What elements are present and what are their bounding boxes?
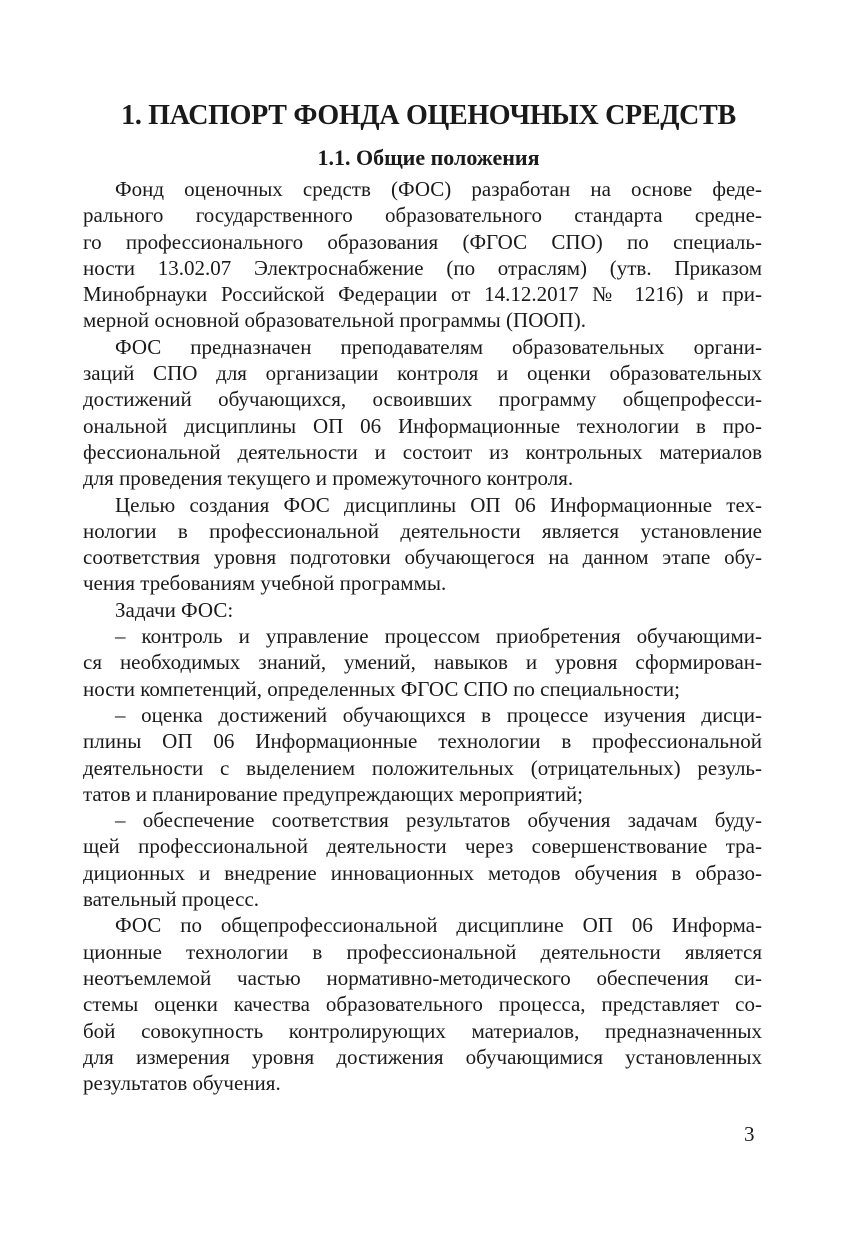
text-line: для проведения текущего и промежуточного контроля. <box>83 466 574 491</box>
text-line: Целью создания ФОС дисциплины ОП 06 Информационные тех- <box>115 492 762 517</box>
text-line: ционные технологии в профессиональной деятельности является <box>83 939 762 964</box>
text-line: заций СПО для организации контроля и оценки образовательных <box>83 361 762 386</box>
text-line: плины ОП 06 Информационные технологии в профессиональной <box>83 729 762 754</box>
text-line: соответствия уровня подготовки обучающегося на данном этапе обу- <box>83 545 762 570</box>
section-title: 1. ПАСПОРТ ФОНДА ОЦЕНОЧНЫХ СРЕДСТВ <box>121 100 736 131</box>
text-line: стемы оценки качества образовательного процесса, представляет со- <box>83 992 762 1017</box>
paragraph <box>83 492 762 597</box>
paragraph <box>83 334 762 492</box>
text-line: вательный процесс. <box>83 887 260 912</box>
paragraph <box>83 807 762 912</box>
text-line: – оценка достижений обучающихся в процессе изучения дисци- <box>115 702 762 727</box>
text-line: го профессионального образования (ФГОС СПО) по специаль- <box>83 229 762 254</box>
text-line: ФОС предназначен преподавателям образовательных органи- <box>115 334 762 359</box>
text-line: ности 13.02.07 Электроснабжение (по отраслям) (утв. Приказом <box>83 255 762 280</box>
text-line: результатов обучения. <box>83 1071 281 1096</box>
paragraph <box>83 597 762 623</box>
text-line: ональной дисциплины ОП 06 Информационные технологии в про- <box>83 413 762 438</box>
text-line: бой совокупность контролирующих материалов, предназначенных <box>83 1018 762 1043</box>
text-line: достижений обучающихся, освоивших программу общепрофесси- <box>83 387 762 412</box>
text-line: мерной основной образовательной программы (ПООП). <box>83 308 586 333</box>
text-line: фессиональной деятельности и состоит из контрольных материалов <box>83 439 762 464</box>
text-line: деятельности с выделением положительных (отрицательных) резуль- <box>83 755 762 780</box>
text-line: ФОС по общепрофессиональной дисциплине ОП 06 Информа- <box>115 913 762 938</box>
text-line: неотъемлемой частью нормативно-методического обеспечения си- <box>83 965 762 990</box>
document-body <box>83 176 762 1096</box>
text-line: ся необходимых знаний, умений, навыков и уровня сформирован- <box>83 650 762 675</box>
text-line: Задачи ФОС: <box>115 597 234 622</box>
text-line: для измерения уровня достижения обучающимися установленных <box>83 1044 762 1069</box>
page-number: 3 <box>744 1122 755 1146</box>
paragraph <box>83 176 762 334</box>
text-line: ности компетенций, определенных ФГОС СПО по специальности; <box>83 676 680 701</box>
text-line: – контроль и управление процессом приобретения обучающими- <box>115 624 762 649</box>
text-line: – обеспечение соответствия результатов обучения задачам буду- <box>115 808 762 833</box>
text-line: рального государственного образовательного стандарта средне- <box>83 203 762 228</box>
text-line: Минобрнауки Российской Федерации от 14.12.2017 № 1216) и при- <box>83 282 762 307</box>
paragraph <box>83 623 762 702</box>
text-line: диционных и внедрение инновационных методов обучения в образо- <box>83 860 762 885</box>
subsection-title: 1.1. Общие положения <box>317 145 540 170</box>
paragraph <box>83 912 762 1096</box>
paragraph <box>83 702 762 807</box>
text-line: татов и планирование предупреждающих мероприятий; <box>83 781 583 806</box>
text-line: нологии в профессиональной деятельности является установление <box>83 518 762 543</box>
text-line: Фонд оценочных средств (ФОС) разработан на основе феде- <box>115 177 762 201</box>
text-line: чения требованиям учебной программы. <box>83 571 447 596</box>
text-line: щей профессиональной деятельности через совершенствование тра- <box>83 834 762 859</box>
